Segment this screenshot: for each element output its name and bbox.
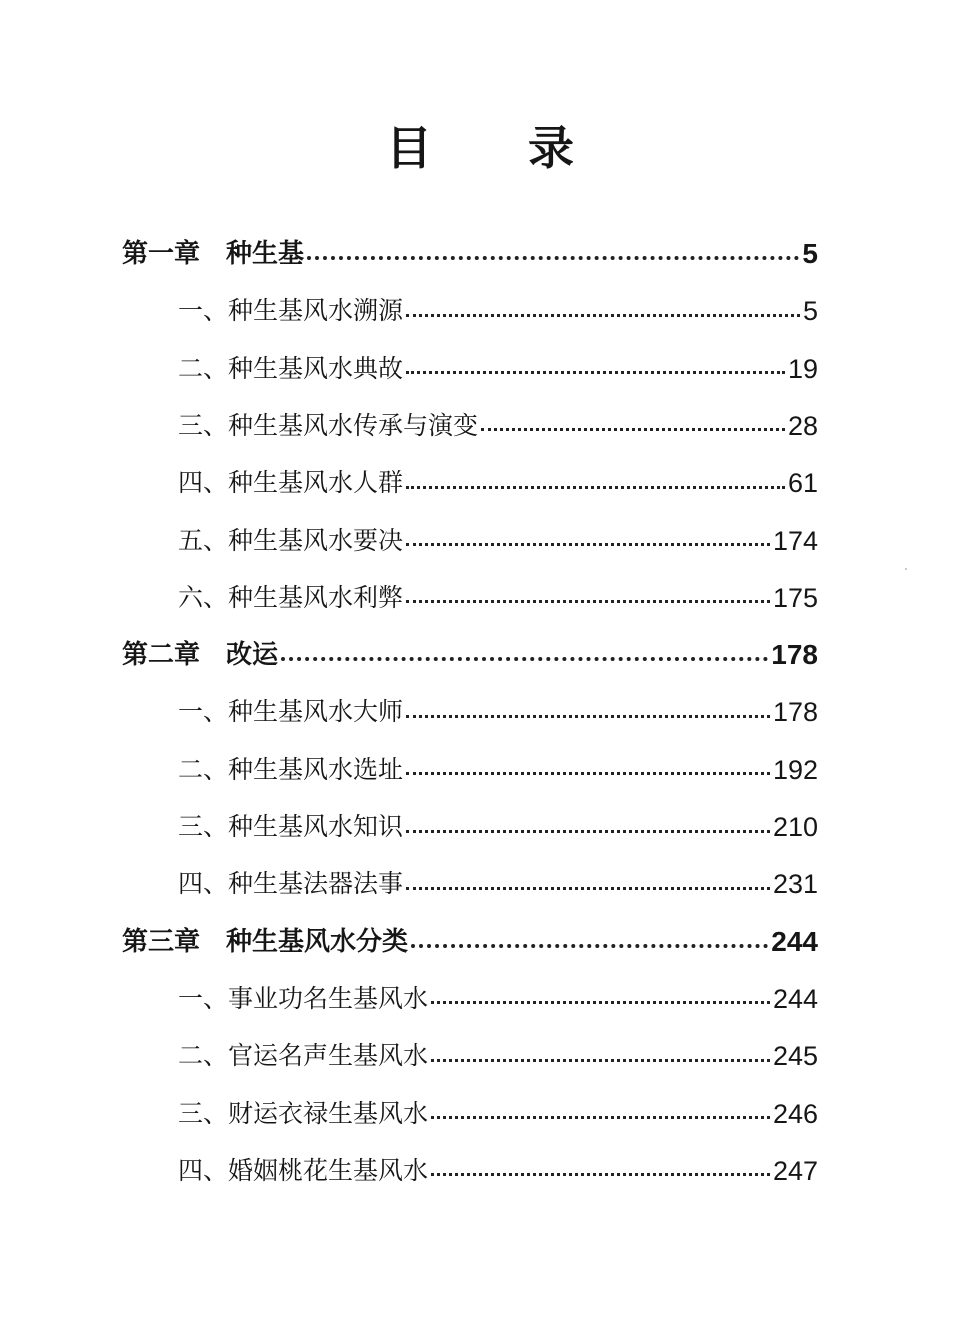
dot-leader <box>406 887 770 890</box>
toc-chapter-row[interactable] <box>122 633 818 677</box>
toc-page-number: 231 <box>772 869 818 900</box>
toc-entry-title: 种生基风水大师 <box>228 697 404 727</box>
toc-page-number: 178 <box>771 639 818 671</box>
toc-page-number: 178 <box>772 697 818 728</box>
toc-section-row[interactable] <box>178 404 818 448</box>
toc-entry-title: 种生基风水传承与演变 <box>228 410 479 440</box>
toc-entry-label <box>178 748 403 792</box>
toc-entry-title: 种生基风水选址 <box>228 754 404 784</box>
toc-section-row[interactable] <box>178 690 818 734</box>
toc-chapter-row[interactable] <box>122 232 818 276</box>
toc-entry-number: 第三章 <box>122 926 201 957</box>
scan-speck <box>905 568 907 570</box>
toc-entry-number: 四、 <box>178 1155 229 1185</box>
toc-entry-number: 五、 <box>178 525 229 555</box>
toc-page-number: 61 <box>787 468 818 499</box>
toc-page-number: 244 <box>772 983 818 1014</box>
toc-page-number: 174 <box>772 525 818 556</box>
toc-entry-number: 二、 <box>178 353 229 383</box>
dot-leader <box>431 1001 770 1004</box>
toc-entry-number: 三、 <box>178 812 229 841</box>
toc-entry-number: 第一章 <box>122 239 201 269</box>
toc-page-number: 246 <box>772 1098 818 1129</box>
toc-entry-number: 三、 <box>178 1098 229 1128</box>
dot-leader <box>431 1173 770 1176</box>
toc-section-row[interactable] <box>178 748 818 792</box>
toc-entry-title: 种生基风水分类 <box>226 926 409 957</box>
toc-section-row[interactable] <box>178 862 818 906</box>
dot-leader <box>406 830 770 833</box>
toc-entry-title: 改运 <box>226 640 279 671</box>
toc-entry-title: 财运衣禄生基风水 <box>228 1098 429 1128</box>
toc-section-row[interactable] <box>178 576 818 620</box>
toc-entry-label <box>178 862 403 906</box>
toc-entry-label <box>178 404 478 448</box>
toc-section-row[interactable] <box>178 1092 818 1136</box>
toc-entry-label <box>178 977 428 1021</box>
toc-section-row[interactable] <box>178 519 818 563</box>
toc-entry-label <box>178 1149 428 1193</box>
dot-leader <box>406 543 770 546</box>
toc-entry-label <box>178 576 403 620</box>
dot-leader <box>406 600 770 603</box>
dot-leader <box>281 657 768 661</box>
toc-entry-title: 种生基风水利弊 <box>228 582 404 612</box>
toc-entry-number: 六、 <box>178 582 229 612</box>
dot-leader <box>406 772 770 775</box>
dot-leader <box>307 256 799 260</box>
dot-leader <box>481 428 785 431</box>
toc-section-row[interactable] <box>178 805 818 849</box>
toc-entry-number: 二、 <box>178 754 229 784</box>
toc-page-number: 19 <box>787 353 818 384</box>
toc-entry-number: 一、 <box>178 983 229 1013</box>
toc-entry-number: 三、 <box>178 410 229 440</box>
toc-entry-number: 第二章 <box>122 640 201 671</box>
dot-leader <box>406 715 770 718</box>
dot-leader <box>431 1116 770 1119</box>
toc-page-number: 28 <box>787 410 818 441</box>
toc-entry-title: 种生基法器法事 <box>228 869 404 899</box>
toc-entry-title: 种生基风水溯源 <box>228 296 404 326</box>
toc-section-row[interactable] <box>178 977 818 1021</box>
dot-leader <box>406 314 800 317</box>
dot-leader <box>406 486 785 489</box>
toc-entry-title: 种生基 <box>226 239 305 269</box>
toc-entry-label <box>178 289 403 333</box>
toc-entry-label <box>178 690 403 734</box>
toc-entry-number: 四、 <box>178 468 229 498</box>
toc-section-row[interactable] <box>178 1034 818 1078</box>
toc-page-number: 247 <box>772 1155 818 1186</box>
dot-leader <box>406 371 785 374</box>
toc-page-number: 244 <box>771 925 818 957</box>
toc-entry-number: 四、 <box>178 869 229 899</box>
toc-entry-label <box>122 920 408 964</box>
toc-entry-title: 种生基风水典故 <box>228 353 404 383</box>
toc-entry-title: 事业功名生基风水 <box>228 983 429 1013</box>
dot-leader <box>411 944 768 948</box>
toc-page-number: 210 <box>772 812 818 842</box>
toc-section-row[interactable] <box>178 289 818 333</box>
toc-entry-label <box>178 519 403 563</box>
toc-page-number: 245 <box>772 1041 818 1072</box>
toc-entry-label <box>178 461 403 505</box>
toc-entry-label <box>122 232 304 276</box>
toc-entry-title: 官运名声生基风水 <box>228 1041 429 1071</box>
toc-entry-label <box>178 1092 428 1136</box>
toc-entry-title: 种生基风水知识 <box>228 812 404 841</box>
page-title: 目 录 <box>385 121 614 175</box>
toc-entry-number: 二、 <box>178 1041 229 1071</box>
toc-page-number: 5 <box>802 238 818 269</box>
toc-chapter-row[interactable] <box>122 920 818 964</box>
toc-entry-title: 种生基风水要决 <box>228 525 404 555</box>
toc-entry-label <box>122 633 278 677</box>
dot-leader <box>431 1059 770 1062</box>
toc-page-number: 5 <box>802 296 818 327</box>
toc-page-number: 175 <box>772 582 818 613</box>
toc-section-row[interactable] <box>178 347 818 391</box>
toc-page-number: 192 <box>772 754 818 785</box>
toc-section-row[interactable] <box>178 1149 818 1193</box>
toc-entry-title: 种生基风水人群 <box>228 468 404 498</box>
toc-entry-label <box>178 805 403 849</box>
toc-entry-number: 一、 <box>178 296 229 326</box>
toc-entry-number: 一、 <box>178 697 229 727</box>
toc-section-row[interactable] <box>178 461 818 505</box>
toc-entry-label <box>178 1034 428 1078</box>
toc-entry-title: 婚姻桃花生基风水 <box>228 1155 429 1185</box>
toc-entry-label <box>178 347 403 391</box>
